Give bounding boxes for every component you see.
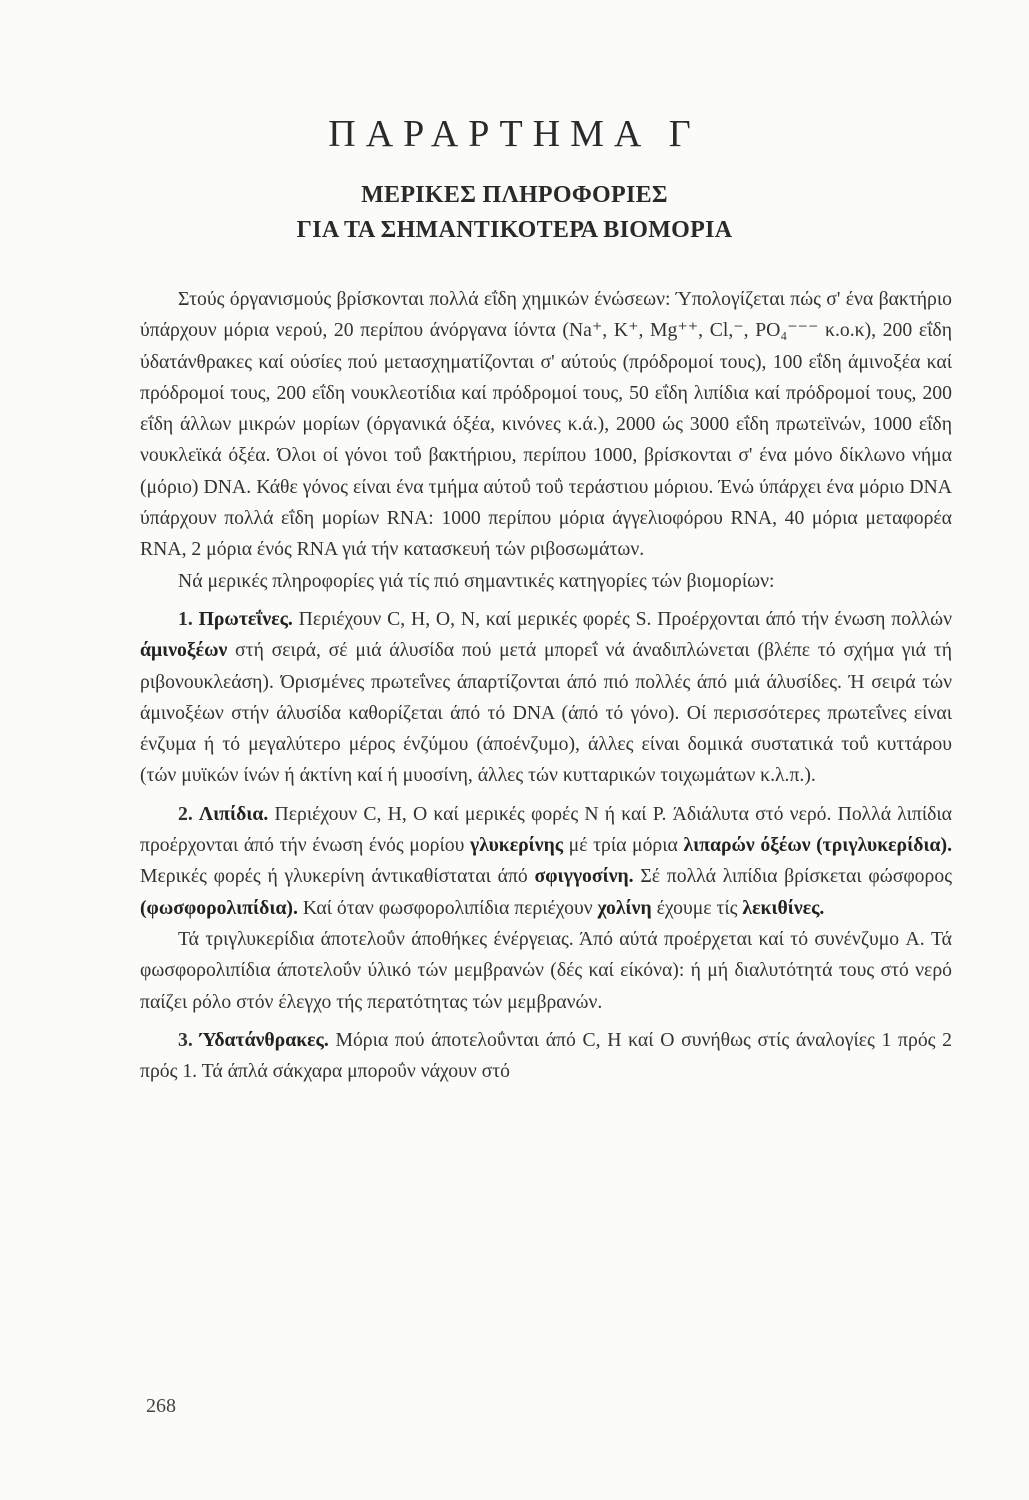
paragraph-text: Καί όταν φωσφορολιπίδια περιέχουν: [297, 896, 598, 919]
intro-paragraph: Στούς όργανισμούς βρίσκονται πολλά εΐδη χημικών ένώσεων: Ύπολογίζεται πώς σ' ένα βακτήριο ύπάρχουν μόρια νερού, 20 περίπου άνόργανα ίόντα (Na⁺, K⁺, Mg⁺⁺, Cl,⁻, PO₄⁻⁻⁻ κ.ο.κ), 200 εΐδη ύδατάνθρακες καί ούσίες πού μετασχηματίζονται σ' αύτούς (πρόδρομοί τους), 100 εΐδη άμινοξέα καί πρόδρομοί τους, 200 εΐδη νουκλεοτίδια καί πρόδρομοί τους, 50 εΐδη λιπίδια καί πρόδρομοί τους, 200 εΐδη άλλων μικρών μορίων (όργανικά όξέα, κινόνες κ.ά.), 2000 ώς 3000 εΐδη πρωτεϊνών, 1000 εΐδη νουκλεϊκά όξέα. Όλοι οί γόνοι τοΰ βακτήριου, περίπου 1000, βρίσκονται σ' ένα μόνο δίκλωνο νήμα (μόριο) DNA. Κάθε γόνος είναι ένα τμήμα αύτοΰ τοΰ τεράστιου μόριου. Ένώ ύπάρχει ένα μόριο DNA ύπάρχουν πολλά εΐδη μορίων RNA: 1000 περίπου μόρια άγγελιοφόρου RNA, 40 μόρια μεταφορέα RNA, 2 μόρια ένός RNA γιά τήν κατασκευή τών ριβοσωμάτων.: [140, 288, 952, 561]
chapter-subtitle-line2: ΓΙΑ ΤΑ ΣΗΜΑΝΤΙΚΟΤΕΡΑ ΒΙΟΜΟΡΙΑ: [296, 217, 733, 243]
appendix-title: ΠΑΡΑΡΤΗΜΑ Γ: [328, 113, 701, 155]
lead-paragraph: Νά μερικές πληροφορίες γιά τίς πιό σημαντικές κατηγορίες τών βιομορίων:: [178, 569, 775, 592]
keyword: λιπαρών όξέων (τριγλυκερίδια).: [683, 834, 952, 857]
lipids-paragraph-2: Τά τριγλυκερίδια άποτελοΰν άποθήκες ένέργειας. Άπό αύτά προέρχεται καί τό συνένζυμο A. Τά φωσφορολιπίδια άποτελοΰν ύλικό τών μεμβρανών (δές καί είκόνα): ή μή διαλυτότητά τους στό νερό παίζει ρόλο στόν έλεγχο τής περατότητας τών μεμβρανών.: [140, 927, 952, 1013]
paragraph-text: Περιέχουν C, H, O, N, καί μερικές φορές S. Προέρχονται άπό τήν ένωση πολλών: [292, 607, 952, 630]
page-number: 268: [146, 1395, 176, 1417]
section-number: 2.: [178, 802, 193, 825]
section-heading: Ύδατάνθρακες.: [199, 1028, 329, 1051]
keyword: λεκιθίνες.: [742, 896, 825, 919]
paragraph-text: έχουμε τίς: [651, 896, 743, 919]
paragraph-text: μέ τρία μόρια: [563, 834, 684, 857]
lipids-paragraph: [140, 799, 952, 924]
keyword: χολίνη: [597, 896, 652, 919]
section-number: 3.: [178, 1028, 193, 1051]
paragraph-text: στή σειρά, σέ μιά άλυσίδα πού μετά μπορεΐ νά άναδιπλώνεται (βλέπε τό σχήμα γιά τή ριβονουκλεάση). Όρισμένες πρωτεΐνες άπαρτίζονται άπό πιό πολλές άπό μιά άλυσίδες. Ή σειρά τών άμινοξέων στήν άλυσίδα καθορίζεται άπό τό DNA (άπό τό γόνο). Οί περισσότερες πρωτεΐνες είναι ένζυμα ή τό μεγαλύτερο μέρος ένζύμου (άποένζυμο), άλλες είναι δομικά συστατικά τοΰ κυττάρου (τών μυϊκών ίνών ή άκτίνη καί ή μυοσίνη, άλλες τών κυτταρικών τοιχωμάτων κ.λ.π.).: [140, 639, 952, 787]
keyword: γλυκερίνης: [469, 834, 564, 857]
chapter-subtitle-line1: ΜΕΡΙΚΕΣ ΠΛΗΡΟΦΟΡΙΕΣ: [361, 182, 668, 208]
paragraph-text: Μόρια πού άποτελοΰνται άπό C, H καί O συνήθως στίς άναλογίες 1 πρός 2 πρός 1. Τά άπλά σάκχαρα μποροΰν νάχουν στό: [140, 1028, 952, 1083]
section-heading: Λιπίδια.: [198, 802, 269, 825]
paragraph-text: Περιέχουν C, H, O καί μερικές φορές N ή καί P. Άδιάλυτα στό νερό. Πολλά λιπίδια προέρχονται άπό τήν ένωση ένός μορίου: [140, 802, 953, 857]
paragraph-text: Μερικές φορές ή γλυκερίνη άντικαθίσταται άπό: [140, 865, 535, 888]
keyword: (φωσφορολιπίδια).: [140, 896, 298, 919]
body-text: [140, 284, 952, 1087]
keyword: σφιγγοσίνη.: [534, 865, 634, 888]
keyword: άμινοξέων: [140, 639, 228, 662]
paragraph-text: Σέ πολλά λιπίδια βρίσκεται φώσφορος: [633, 865, 952, 888]
section-number: 1.: [178, 607, 193, 630]
section-heading: Πρωτεΐνες.: [198, 607, 293, 630]
carbohydrates-paragraph: [140, 1025, 952, 1088]
proteins-paragraph: [140, 604, 952, 792]
